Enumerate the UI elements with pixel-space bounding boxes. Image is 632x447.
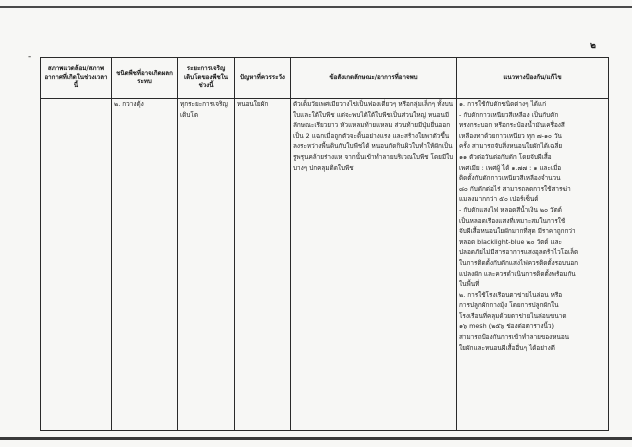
bottom-border-line: [0, 437, 632, 440]
guidance-line: เหลืองทาด้วยกาวเหนียว ทุก ๗-๑๐ วัน: [459, 131, 562, 140]
table-row: [41, 99, 609, 431]
header-problem: ปัญหาที่ควรระวัง: [235, 58, 291, 99]
guidance-line: ปลอดภัยไม่มีสารอาการแสงอุลตร้าไวโอเล็ต: [459, 248, 579, 257]
guidance-line: ในพื้นที่: [459, 280, 480, 289]
guidance-line: ในการติดตั้งกับดักแสงไฟควรติดตั้งรอบนอก: [459, 258, 579, 267]
guidance-line: เพศเมีย : เพศผู้ ได้ ๑.๗๗ : ๑ และเมื่อ: [459, 163, 562, 172]
header-guidance: แนวทางป้องกัน/แก้ไข: [457, 58, 609, 99]
guidance-line: ติดตั้งกับดักกาวเหนียวสีเหลืองจำนวน: [459, 174, 561, 183]
cell-crop: ๒. กวางตุ้ง: [112, 99, 178, 431]
guidance-line: ๑๑ ตัวต่อวันต่อกับดัก โดยจับผีเสื้อ: [459, 152, 552, 161]
symptoms-text: ตัวเต็มวัยเพศเมียวางไข่เป็นฟองเดี่ยวๆ หรือกลุ่มเล็กๆ ทั้งบนใบและใต้ใบพืช แต่จะพบได้ใต้ใบพืชเป็นส่วนใหญ่ หนอนมีลักษณะเรียวยาว หัวแหลมท้ายแหลม ส่วนท้ายมีปุ่มยื่นออกเป็น 2 แฉกเมื่อถูกตัวจะดิ้นอย่างแรง และสร้างใยพาตัวขึ้นลงระหว่างพื้นดินกับใบพืชได้ หนอนกัดกินผิวใบทำให้ผักเป็นรูพรุนคล้ายร่างแห จากนั้นเข้าทำลายบริเวณใบพืช โดยมีใบบางๆ ปกคลุมติดใบพืช: [293, 100, 454, 172]
guidance-line: - กับดักแสงไฟ หลอดสีน้ำเงิน ๒๐ วัตต์: [459, 205, 562, 214]
header-crop: ชนิดพืชที่อาจเกิดผลกระทบ: [112, 58, 178, 99]
guidance-line: - กับดักกาวเหนียวสีเหลือง เป็นกับดัก: [459, 110, 559, 119]
guidance-line: หลอด blacklight-blue ๒๐ วัตต์ และ: [459, 237, 562, 246]
guidance-line: ๘๐ กับดักต่อไร่ สามารถลดการใช้สารฆ่า: [459, 184, 571, 193]
cell-environment: [41, 99, 112, 431]
guidance-line: แมลงมากกว่า ๕๐ เปอร์เซ็นต์: [459, 195, 539, 204]
table-header-row: [41, 58, 609, 99]
page-number: ๒: [590, 41, 596, 51]
top-border-line: [0, 6, 632, 8]
header-stage: ระยะการเจริญเติบโตของพืชในช่วงนี้: [178, 58, 235, 99]
margin-dash: -: [28, 52, 32, 62]
cell-symptoms: [291, 99, 457, 431]
guidance-line: ๒. การใช้โรงเรือนตาข่ายไนล่อน หรือ: [459, 290, 563, 299]
guidance-line: แปลงผัก และควรดำเนินการติดตั้งพร้อมกัน: [459, 269, 576, 278]
guidance-line: ๑. การใช้กับดักชนิดต่างๆ ได้แก่: [459, 100, 546, 108]
cell-problem: หนอนใยผัก: [235, 99, 291, 431]
guidance-line: ๑๖ mesh (๒๕๖ ช่องต่อตารางนิ้ว): [459, 322, 554, 331]
advisory-table: [40, 57, 609, 431]
guidance-line: ครั้ง สามารถจับสิ่งหนอนใยผักได้เฉลี่ย: [459, 142, 563, 151]
guidance-line: สามารถป้องกันการเข้าทำลายของหนอน: [459, 333, 570, 342]
cell-stage: ทุกระยะการเจริญเติบโต: [178, 99, 235, 431]
guidance-line: เป็นหลอดเรืองแสงที่เหมาะสมในการใช้: [459, 216, 566, 225]
guidance-line: จับผีเสื้อหนอนใยผักมากที่สุด มีราคาถูกกว่า: [459, 227, 576, 236]
guidance-line: โรงเรือนที่คลุมด้วยตาข่ายไนล่อนขนาด: [459, 311, 567, 320]
cell-guidance: [457, 99, 609, 431]
header-symptoms: ข้อสังเกตลักษณะ/อาการที่อาจพบ: [291, 58, 457, 99]
guidance-line: ใยผักและหนอนผีเสื้ออื่นๆ ได้อย่างดี: [459, 343, 555, 352]
guidance-line: ทรงกระบอก หรือกระป๋องน้ำมันเครื่องสี: [459, 121, 565, 130]
header-environment: สภาพแวดล้อม/สภาพอากาศที่เกิดในช่วงเวลานี้: [41, 58, 112, 99]
guidance-line: การปลูกผักกางมุ้ง โดยการปลูกผักใน: [459, 301, 559, 310]
